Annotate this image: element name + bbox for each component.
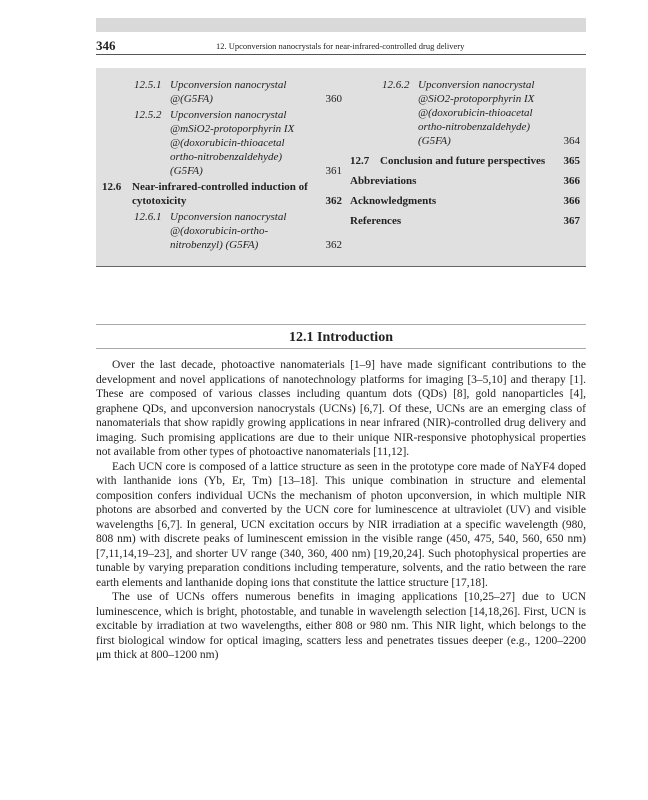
- toc-entry[interactable]: [350, 214, 580, 228]
- toc-entry-page: 362: [325, 239, 342, 251]
- page-number: 346: [96, 38, 116, 53]
- toc-entry-page: 362: [325, 195, 342, 207]
- toc-entry[interactable]: [350, 78, 580, 148]
- paragraph: Each UCN core is composed of a lattice structure as seen in the prototype core made of NaYF4 doped with lanthanide ions (Yb, Er, Tm) [13–18]. This unique combination in structure and elemental composition confers individual UCNs the mechanism of photon upconversion, in which multiple NIR photons are absorbed and converted by the UCN core for luminescence at ultraviolet (UV) and visible wavelengths [6,7]. In general, UCN excitation occurs by NIR irradiation at a specific wavelength (980, 808 nm) with discrete peaks of luminescent emission in the visible range (450, 475, 540, 560, 650 nm) [7,11,14,19–23], and shorter UV range (340, 360, 400 nm) [19,20,24]. Such photophysical properties are tunable by varying preparation conditions including temperature, solvents, and the ratio between the rare earth elements and lanthanide doping ions that constitute the lattice structure [17,18].: [96, 460, 586, 589]
- toc-right-column: [350, 78, 580, 230]
- header-bar: [96, 18, 586, 32]
- toc-left-column: [102, 78, 342, 254]
- section-heading: 12.1 Introduction: [289, 330, 393, 345]
- toc-entry[interactable]: [350, 154, 580, 168]
- toc-entry-number: 12.6.2: [382, 79, 410, 91]
- toc-entry-title: Upconversion nanocrystal @mSiO2-protoporphyrin IX @(doxorubicin-thioacetal ortho-nitrobenzaldehyde) (G5FA): [170, 109, 295, 177]
- toc-entry-number: 12.6: [102, 181, 122, 193]
- running-title: 12. Upconversion nanocrystals for near-infrared-controlled drug delivery: [216, 41, 465, 51]
- toc-entry-page: 360: [325, 93, 342, 105]
- toc-entry-title: Conclusion and future perspectives: [380, 155, 546, 167]
- toc-entry-number: 12.7: [350, 155, 370, 167]
- toc-entry-page: 366: [563, 175, 580, 187]
- toc-entry-page: 366: [563, 195, 580, 207]
- toc-entry-number: 12.6.1: [134, 211, 162, 223]
- toc-entry-title: Upconversion nanocrystal @(doxorubicin-ortho-nitrobenzyl) (G5FA): [170, 211, 287, 251]
- table-of-contents: [96, 68, 586, 267]
- toc-entry[interactable]: [102, 180, 342, 208]
- toc-entry[interactable]: [102, 108, 342, 178]
- toc-entry-title: Near-infrared-controlled induction of cytotoxicity: [132, 181, 308, 207]
- toc-entry[interactable]: [350, 194, 580, 208]
- paragraph: Over the last decade, photoactive nanomaterials [1–9] have made significant contributions to the development and novel applications of nanotechnology platforms for imaging [3–5,10] and therapy [1]. These are composed of various classes including quantum dots (QDs) [8], gold nanoparticles [4], graphene QDs, and upconversion nanocrystals (UCNs) [6,7]. Of these, UCNs are an emerging class of nanomaterials that show rapidly growing applications in near infrared (NIR)-controlled drug delivery and imaging. Such promising applications are due to their unique NIR-responsive photophysical properties not available from other types of photoactive nanomaterials [11,12].: [96, 359, 586, 458]
- toc-entry[interactable]: [102, 78, 342, 106]
- toc-entry[interactable]: [350, 174, 580, 188]
- toc-entry-number: 12.5.1: [134, 79, 162, 91]
- toc-entry-title: Acknowledgments: [350, 195, 437, 207]
- page-header: [96, 18, 586, 58]
- header-rule: [96, 54, 586, 55]
- toc-entry-title: References: [350, 215, 402, 227]
- toc-entry-page: 367: [563, 215, 580, 227]
- toc-entry-page: 361: [325, 165, 342, 177]
- toc-entry-title: Upconversion nanocrystal @SiO2-protoporphyrin IX @(doxorubicin-thioacetal ortho-nitrobenzaldehyde) (G5FA): [418, 79, 535, 147]
- body-text: [96, 358, 586, 663]
- toc-entry-page: 365: [563, 155, 580, 167]
- section-rule: [96, 348, 586, 349]
- toc-entry-title: Abbreviations: [350, 175, 417, 187]
- toc-entry[interactable]: [102, 210, 342, 252]
- paragraph: The use of UCNs offers numerous benefits in imaging applications [10,25–27] due to UCN luminescence, which is bright, photostable, and tunable in wavelength selection [14,18,26]. First, UCN is excitable by irradiation at two wavelengths, either 808 or 980 nm. This NIR light, which belongs to the first biological window for optical imaging, scatters less and penetrates tissues deeper (e.g., 1200–2200 μm thick at 800–1200 nm): [96, 591, 586, 661]
- toc-entry-page: 364: [563, 135, 580, 147]
- section-rule: [96, 324, 586, 325]
- toc-entry-title: Upconversion nanocrystal @(G5FA): [170, 79, 287, 105]
- toc-entry-number: 12.5.2: [134, 109, 162, 121]
